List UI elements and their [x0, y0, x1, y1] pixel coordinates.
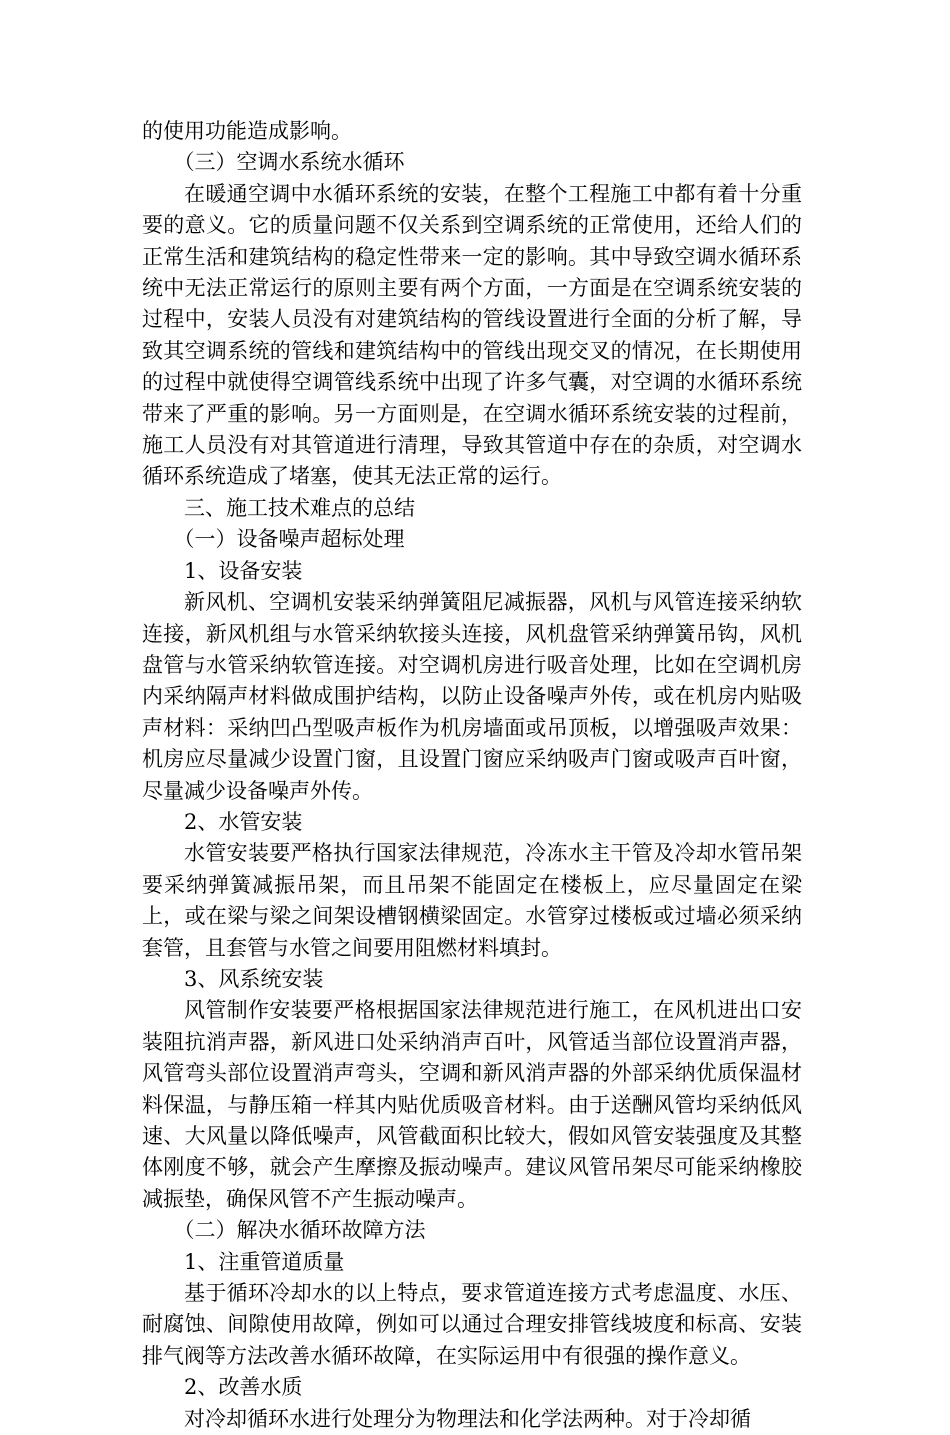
subheading-pipe-quality: 1、注重管道质量 — [184, 1249, 345, 1274]
paragraph-continuation: 的使用功能造成影响。 — [142, 119, 352, 143]
paragraph-pipe-install: 水管安装要严格执行国家法律规范，冷冻水主干管及冷却水管吊架要采纳弹簧减振吊架，而且吊架不能固定在楼板上，应尽量固定在梁上，或在梁与梁之间架设槽钢横梁固定。水管穿过楼板或过墙必须采纳套管，且套管与水管之间要用阻燃材料填封。 — [142, 841, 802, 960]
paragraph-water-quality: 对冷却循环水进行处理分为物理法和化学法两种。对于冷却循 — [184, 1406, 751, 1431]
section-heading-water-cycle: （三）空调水系统水循环 — [173, 150, 405, 175]
chapter-heading-difficulties: 三、施工技术难点的总结 — [184, 495, 415, 520]
paragraph-water-cycle: 在暖通空调中水循环系统的安装，在整个工程施工中都有着十分重要的意义。它的质量问题不仅关系到空调系统的正常使用，还给人们的正常生活和建筑结构的稳定性带来一定的影响。其中导致空调水循环系统中无法正常运行的原则主要有两个方面，一方面是在空调系统安装的过程中，安装人员没有对建筑结构的管线设置进行全面的分析了解，导致其空调系统的管线和建筑结构中的管线出现交叉的情况，在长期使用的过程中就使得空调管线系统中出现了许多气囊，对空调的水循环系统带来了严重的影响。另一方面则是，在空调水循环系统安装的过程前，施工人员没有对其管道进行清理，导致其管道中存在的杂质，对空调水循环系统造成了堵塞，使其无法正常的运行。 — [142, 181, 802, 489]
subheading-air-system: 3、风系统安装 — [184, 966, 324, 991]
subheading-pipe-install: 2、水管安装 — [184, 809, 303, 834]
paragraph-air-system: 风管制作安装要严格根据国家法律规范进行施工，在风机进出口安装阻抗消声器，新风进口处采纳消声百叶，风管适当部位设置消声器，风管弯头部位设置消声弯头，空调和新风消声器的外部采纳优质保温材料保温，与静压箱一样其内贴优质吸音材料。由于送酬风管均采纳低风速、大风量以降低噪声，风管截面积比较大，假如风管安装强度及其整体刚度不够，就会产生摩擦及振动噪声。建议风管吊架尽可能采纳橡胶减振垫，确保风管不产生振动噪声。 — [142, 998, 802, 1211]
subheading-equipment-install: 1、设备安装 — [184, 558, 303, 583]
section-heading-noise: （一）设备噪声超标处理 — [173, 527, 405, 552]
section-heading-water-fault: （二）解决水循环故障方法 — [173, 1218, 426, 1243]
paragraph-equipment-install: 新风机、空调机安装采纳弹簧阻尼减振器，风机与风管连接采纳软连接，新风机组与水管采纳软接头连接，风机盘管采纳弹簧吊钩，风机盘管与水管采纳软管连接。对空调机房进行吸音处理，比如在空调机房内采纳隔声材料做成围护结构，以防止设备噪声外传，或在机房内贴吸声材料：采纳凹凸型吸声板作为机房墙面或吊顶板，以增强吸声效果：机房应尽量减少设置门窗，且设置门窗应采纳吸声门窗或吸声百叶窗，尽量减少设备噪声外传。 — [142, 590, 802, 803]
document-page — [142, 116, 802, 1435]
subheading-water-quality: 2、改善水质 — [184, 1375, 303, 1400]
paragraph-pipe-quality: 基于循环冷却水的以上特点，要求管道连接方式考虑温度、水压、耐腐蚀、间隙使用故障，例如可以通过合理安排管线坡度和标高、安装排气阀等方法改善水循环故障，在实际运用中有很强的操作意义。 — [142, 1281, 802, 1368]
